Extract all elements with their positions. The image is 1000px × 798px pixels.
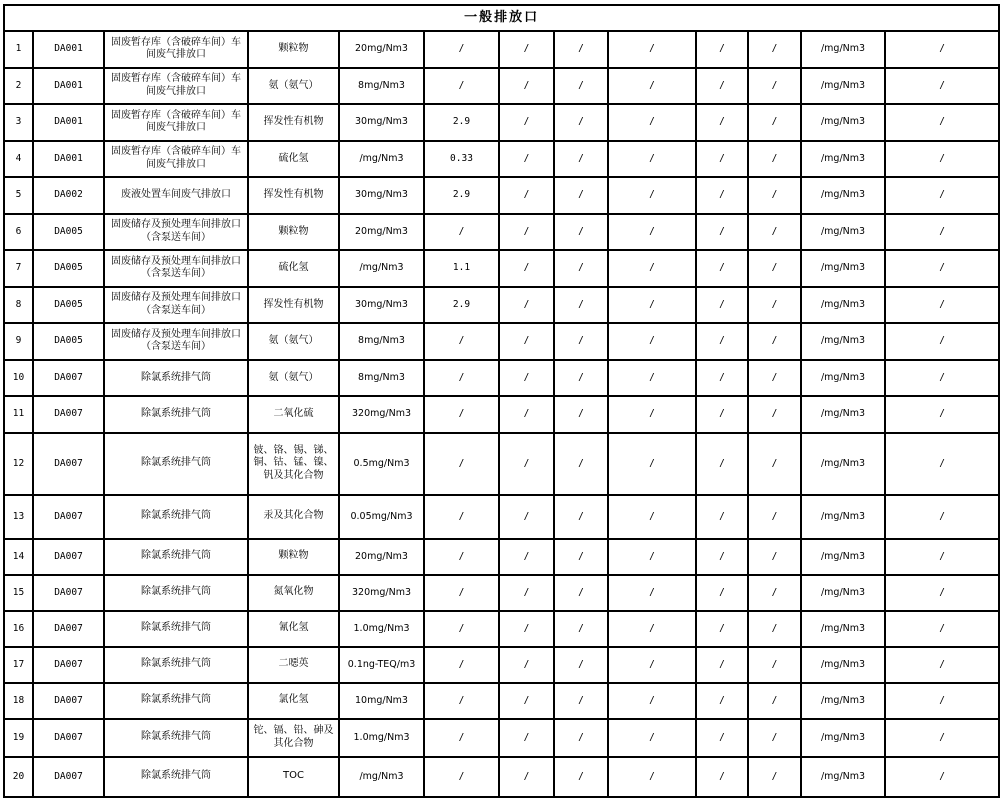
table-cell: /mg/Nm3 (801, 177, 885, 214)
table-cell: / (424, 360, 499, 397)
table-cell: 20mg/Nm3 (339, 31, 424, 68)
table-cell: / (885, 104, 999, 141)
table-cell: 8mg/Nm3 (339, 68, 424, 105)
table-cell: 氨（氨气） (248, 68, 339, 105)
table-cell: / (499, 360, 554, 397)
table-cell: 14 (4, 539, 33, 575)
table-cell: /mg/Nm3 (801, 141, 885, 178)
table-cell: DA007 (33, 575, 104, 611)
table-cell: 7 (4, 250, 33, 287)
table-cell: / (424, 396, 499, 433)
table-cell: 颗粒物 (248, 214, 339, 251)
table-row (4, 31, 999, 68)
table-cell: / (499, 575, 554, 611)
table-cell: 除氯系统排气筒 (104, 396, 248, 433)
table-cell: 固废暂存库（含破碎车间）车间废气排放口 (104, 141, 248, 178)
table-cell: 30mg/Nm3 (339, 287, 424, 324)
table-cell: DA007 (33, 495, 104, 539)
table-cell: / (554, 683, 608, 719)
table-cell: 除氯系统排气筒 (104, 647, 248, 683)
table-cell: 固废暂存库（含破碎车间）车间废气排放口 (104, 104, 248, 141)
table-cell: 8mg/Nm3 (339, 360, 424, 397)
table-cell: 11 (4, 396, 33, 433)
table-cell: 9 (4, 323, 33, 360)
table-cell: / (424, 611, 499, 647)
table-cell: / (885, 360, 999, 397)
table-row (4, 396, 999, 433)
table-cell: / (748, 396, 801, 433)
table-cell: / (554, 611, 608, 647)
table-cell: 除氯系统排气筒 (104, 611, 248, 647)
table-cell: 除氯系统排气筒 (104, 575, 248, 611)
table-cell: / (885, 647, 999, 683)
table-cell: / (608, 575, 696, 611)
table-cell: / (696, 575, 748, 611)
table-cell: / (748, 104, 801, 141)
table-cell: / (499, 719, 554, 757)
table-cell: / (554, 287, 608, 324)
table-cell: 除氯系统排气筒 (104, 360, 248, 397)
table-cell: 固废储存及预处理车间排放口（含泵送车间） (104, 250, 248, 287)
table-row (4, 495, 999, 539)
table-cell: / (554, 719, 608, 757)
table-body (4, 5, 999, 797)
table-cell: / (696, 214, 748, 251)
table-cell: DA007 (33, 611, 104, 647)
table-cell: 挥发性有机物 (248, 104, 339, 141)
table-cell: 0.5mg/Nm3 (339, 433, 424, 495)
table-row (4, 177, 999, 214)
table-cell: /mg/Nm3 (801, 757, 885, 797)
table-cell: / (608, 647, 696, 683)
table-cell: / (608, 104, 696, 141)
table-row (4, 68, 999, 105)
table-cell: TOC (248, 757, 339, 797)
table-cell: 2.9 (424, 104, 499, 141)
table-title: 一般排放口 (4, 5, 999, 31)
table-cell: / (499, 31, 554, 68)
table-cell: /mg/Nm3 (801, 539, 885, 575)
table-cell: 颗粒物 (248, 31, 339, 68)
table-cell: / (499, 104, 554, 141)
table-cell: / (554, 141, 608, 178)
table-cell: /mg/Nm3 (801, 287, 885, 324)
table-cell: DA007 (33, 683, 104, 719)
table-cell: / (554, 433, 608, 495)
table-cell: DA005 (33, 214, 104, 251)
table-cell: 10mg/Nm3 (339, 683, 424, 719)
table-cell: 1.0mg/Nm3 (339, 719, 424, 757)
table-cell: / (748, 323, 801, 360)
table-cell: / (424, 68, 499, 105)
table-cell: / (554, 647, 608, 683)
table-cell: DA001 (33, 104, 104, 141)
table-cell: 固废暂存库（含破碎车间）车间废气排放口 (104, 68, 248, 105)
table-cell: 除氯系统排气筒 (104, 683, 248, 719)
table-cell: / (554, 31, 608, 68)
table-cell: 铍、铬、锡、锑、铜、钴、锰、镍、钒及其化合物 (248, 433, 339, 495)
table-row (4, 719, 999, 757)
table-row (4, 214, 999, 251)
table-row (4, 323, 999, 360)
table-cell: / (554, 495, 608, 539)
table-cell: / (696, 396, 748, 433)
table-cell: / (424, 575, 499, 611)
table-cell: DA001 (33, 31, 104, 68)
table-cell: / (608, 611, 696, 647)
table-cell: 1.1 (424, 250, 499, 287)
table-cell: / (608, 287, 696, 324)
table-cell: /mg/Nm3 (801, 683, 885, 719)
table-cell: / (608, 214, 696, 251)
table-cell: / (554, 575, 608, 611)
table-cell: / (424, 539, 499, 575)
table-cell: / (608, 360, 696, 397)
table-cell: / (748, 250, 801, 287)
table-cell: 固废储存及预处理车间排放口（含泵送车间） (104, 287, 248, 324)
table-cell: / (696, 539, 748, 575)
table-cell: DA002 (33, 177, 104, 214)
table-cell: / (748, 495, 801, 539)
table-cell: / (696, 68, 748, 105)
table-cell: DA007 (33, 719, 104, 757)
table-row (4, 611, 999, 647)
table-cell: / (608, 396, 696, 433)
table-cell: / (608, 68, 696, 105)
table-cell: 12 (4, 433, 33, 495)
table-cell: 二噁英 (248, 647, 339, 683)
table-cell: 5 (4, 177, 33, 214)
table-cell: / (608, 433, 696, 495)
table-cell: 固废暂存库（含破碎车间）车间废气排放口 (104, 31, 248, 68)
table-cell: / (885, 68, 999, 105)
table-cell: / (748, 68, 801, 105)
table-cell: /mg/Nm3 (801, 611, 885, 647)
table-cell: / (696, 141, 748, 178)
table-cell: / (748, 719, 801, 757)
table-cell: 固废储存及预处理车间排放口（含泵送车间） (104, 323, 248, 360)
table-cell: 氨（氨气） (248, 323, 339, 360)
table-cell: / (554, 104, 608, 141)
table-row (4, 360, 999, 397)
table-cell: 30mg/Nm3 (339, 177, 424, 214)
table-cell: / (696, 611, 748, 647)
table-cell: / (554, 360, 608, 397)
table-cell: / (499, 647, 554, 683)
table-cell: /mg/Nm3 (801, 360, 885, 397)
table-cell: 氯化氢 (248, 683, 339, 719)
table-cell: / (696, 177, 748, 214)
table-cell: DA001 (33, 141, 104, 178)
table-cell: 17 (4, 647, 33, 683)
table-cell: 挥发性有机物 (248, 177, 339, 214)
table-cell: DA001 (33, 68, 104, 105)
table-cell: /mg/Nm3 (801, 647, 885, 683)
table-cell: 20mg/Nm3 (339, 539, 424, 575)
table-cell: 颗粒物 (248, 539, 339, 575)
table-cell: DA005 (33, 250, 104, 287)
table-cell: / (499, 683, 554, 719)
table-cell: 除氯系统排气筒 (104, 539, 248, 575)
table-cell: / (885, 287, 999, 324)
table-cell: 15 (4, 575, 33, 611)
table-cell: / (424, 214, 499, 251)
table-cell: / (424, 433, 499, 495)
table-cell: / (499, 141, 554, 178)
table-cell: / (499, 287, 554, 324)
table-cell: / (748, 31, 801, 68)
table-cell: /mg/Nm3 (339, 250, 424, 287)
table-cell: DA007 (33, 647, 104, 683)
table-cell: 固废储存及预处理车间排放口（含泵送车间） (104, 214, 248, 251)
table-cell: / (554, 757, 608, 797)
table-cell: / (499, 214, 554, 251)
table-cell: / (696, 757, 748, 797)
table-cell: / (748, 539, 801, 575)
table-cell: / (885, 31, 999, 68)
table-cell: 6 (4, 214, 33, 251)
table-cell: / (696, 287, 748, 324)
table-cell: / (608, 141, 696, 178)
table-cell: 2.9 (424, 287, 499, 324)
table-cell: / (696, 250, 748, 287)
table-cell: /mg/Nm3 (801, 104, 885, 141)
table-cell: / (696, 323, 748, 360)
table-cell: / (696, 647, 748, 683)
table-cell: / (696, 360, 748, 397)
table-row (4, 757, 999, 797)
table-cell: /mg/Nm3 (339, 141, 424, 178)
table-cell: / (748, 757, 801, 797)
table-cell: 1 (4, 31, 33, 68)
table-cell: / (748, 433, 801, 495)
table-cell: / (748, 287, 801, 324)
table-cell: / (696, 495, 748, 539)
table-cell: / (885, 250, 999, 287)
table-cell: DA005 (33, 323, 104, 360)
table-cell: / (608, 495, 696, 539)
table-cell: /mg/Nm3 (801, 68, 885, 105)
table-cell: / (748, 575, 801, 611)
table-cell: / (424, 757, 499, 797)
emissions-table (3, 4, 1000, 798)
table-row (4, 104, 999, 141)
table-cell: /mg/Nm3 (801, 433, 885, 495)
table-cell: / (748, 683, 801, 719)
table-cell: 硫化氢 (248, 250, 339, 287)
table-cell: / (885, 683, 999, 719)
table-cell: / (608, 177, 696, 214)
table-cell: 18 (4, 683, 33, 719)
table-cell: / (424, 647, 499, 683)
table-cell: 1.0mg/Nm3 (339, 611, 424, 647)
table-cell: / (608, 323, 696, 360)
table-cell: DA007 (33, 433, 104, 495)
table-cell: / (885, 495, 999, 539)
table-cell: / (499, 177, 554, 214)
table-cell: / (885, 323, 999, 360)
table-cell: 挥发性有机物 (248, 287, 339, 324)
table-cell: / (499, 68, 554, 105)
table-cell: / (748, 141, 801, 178)
table-cell: / (554, 323, 608, 360)
table-cell: / (696, 719, 748, 757)
table-cell: / (696, 104, 748, 141)
table-cell: / (499, 396, 554, 433)
table-cell: 氨（氨气） (248, 360, 339, 397)
table-cell: 铊、镉、铅、砷及其化合物 (248, 719, 339, 757)
table-row (4, 141, 999, 178)
table-cell: 20 (4, 757, 33, 797)
table-cell: /mg/Nm3 (801, 250, 885, 287)
table-cell: 废液处置车间废气排放口 (104, 177, 248, 214)
table-cell: / (608, 719, 696, 757)
table-cell: / (885, 141, 999, 178)
table-cell: / (424, 683, 499, 719)
table-cell: 320mg/Nm3 (339, 396, 424, 433)
table-cell: / (424, 31, 499, 68)
table-cell: / (424, 323, 499, 360)
table-cell: / (554, 250, 608, 287)
table-cell: /mg/Nm3 (801, 31, 885, 68)
table-row (4, 647, 999, 683)
table-cell: / (885, 611, 999, 647)
table-cell: / (885, 396, 999, 433)
table-cell: 除氯系统排气筒 (104, 757, 248, 797)
table-cell: / (885, 177, 999, 214)
table-cell: 0.05mg/Nm3 (339, 495, 424, 539)
table-cell: / (696, 683, 748, 719)
table-cell: / (499, 611, 554, 647)
table-cell: 除氯系统排气筒 (104, 433, 248, 495)
table-cell: / (424, 495, 499, 539)
table-cell: / (554, 177, 608, 214)
table-cell: 2 (4, 68, 33, 105)
table-cell: / (499, 495, 554, 539)
table-cell: 8 (4, 287, 33, 324)
table-cell: 320mg/Nm3 (339, 575, 424, 611)
table-cell: /mg/Nm3 (801, 719, 885, 757)
table-cell: / (608, 539, 696, 575)
table-cell: DA007 (33, 539, 104, 575)
table-cell: 2.9 (424, 177, 499, 214)
table-cell: / (554, 396, 608, 433)
table-cell: / (499, 757, 554, 797)
table-cell: / (748, 611, 801, 647)
table-cell: 10 (4, 360, 33, 397)
table-cell: 除氯系统排气筒 (104, 719, 248, 757)
table-cell: / (885, 433, 999, 495)
table-cell: / (554, 539, 608, 575)
table-cell: 13 (4, 495, 33, 539)
table-cell: DA007 (33, 396, 104, 433)
table-cell: 0.33 (424, 141, 499, 178)
title-row (4, 5, 999, 31)
table-cell: 4 (4, 141, 33, 178)
table-row (4, 539, 999, 575)
table-row (4, 683, 999, 719)
table-cell: 3 (4, 104, 33, 141)
table-cell: / (885, 575, 999, 611)
table-cell: / (554, 68, 608, 105)
table-cell: 汞及其化合物 (248, 495, 339, 539)
table-cell: / (608, 683, 696, 719)
table-cell: /mg/Nm3 (801, 495, 885, 539)
table-cell: / (554, 214, 608, 251)
table-cell: / (885, 719, 999, 757)
table-cell: / (748, 360, 801, 397)
table-cell: DA007 (33, 360, 104, 397)
table-cell: 30mg/Nm3 (339, 104, 424, 141)
table-cell: / (885, 539, 999, 575)
table-cell: / (748, 214, 801, 251)
table-cell: 0.1ng-TEQ/m3 (339, 647, 424, 683)
table-cell: / (424, 719, 499, 757)
table-cell: / (885, 757, 999, 797)
table-cell: / (696, 433, 748, 495)
table-cell: /mg/Nm3 (339, 757, 424, 797)
table-cell: / (608, 757, 696, 797)
table-row (4, 575, 999, 611)
table-cell: / (608, 31, 696, 68)
table-cell: /mg/Nm3 (801, 575, 885, 611)
table-cell: DA005 (33, 287, 104, 324)
table-row (4, 287, 999, 324)
table-cell: /mg/Nm3 (801, 396, 885, 433)
table-cell: / (499, 539, 554, 575)
table-cell: / (885, 214, 999, 251)
table-cell: 硫化氢 (248, 141, 339, 178)
table-cell: 氮氧化物 (248, 575, 339, 611)
table-cell: 16 (4, 611, 33, 647)
table-cell: 20mg/Nm3 (339, 214, 424, 251)
table-cell: / (499, 433, 554, 495)
table-cell: / (696, 31, 748, 68)
table-cell: / (499, 250, 554, 287)
table-row (4, 433, 999, 495)
table-cell: 8mg/Nm3 (339, 323, 424, 360)
table-cell: / (608, 250, 696, 287)
table-cell: 氰化氢 (248, 611, 339, 647)
table-cell: /mg/Nm3 (801, 214, 885, 251)
table-cell: / (748, 647, 801, 683)
table-cell: / (499, 323, 554, 360)
table-row (4, 250, 999, 287)
table-cell: / (748, 177, 801, 214)
table-cell: 除氯系统排气筒 (104, 495, 248, 539)
table-cell: 二氧化硫 (248, 396, 339, 433)
table-cell: /mg/Nm3 (801, 323, 885, 360)
table-cell: DA007 (33, 757, 104, 797)
table-cell: 19 (4, 719, 33, 757)
